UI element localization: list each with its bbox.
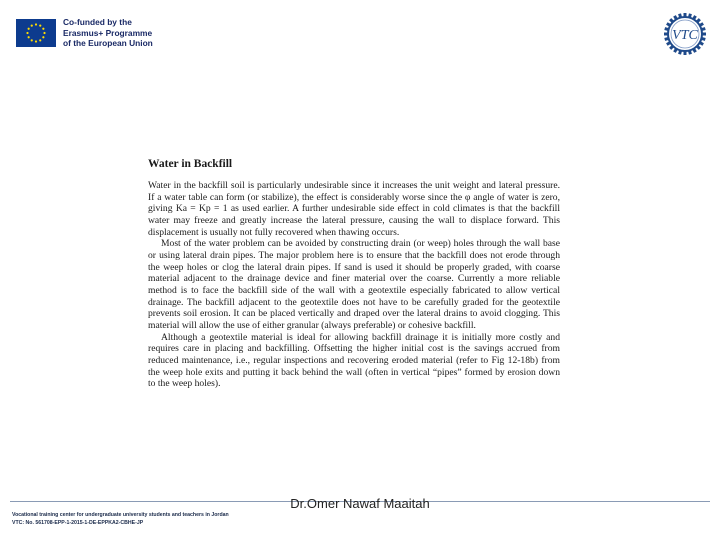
eu-star — [26, 32, 28, 34]
eu-star — [28, 36, 30, 38]
eu-funding-label — [63, 17, 153, 49]
footer-line-1: Vocational training center for undergraduate university students and teachers in Jordan — [12, 512, 229, 518]
eu-star — [31, 39, 33, 41]
eu-stars-icon — [16, 19, 56, 47]
document-excerpt — [148, 158, 560, 390]
eu-line-2: Erasmus+ Programme — [63, 27, 153, 38]
eu-star — [35, 40, 37, 42]
eu-star — [42, 28, 44, 30]
eu-line-1: Co-funded by the — [63, 17, 132, 27]
eu-star — [39, 25, 41, 27]
paragraph-2: Most of the water problem can be avoided by constructing drain (or weep) holes through the wall base or using lateral drain pipes. The major problem here is to ensure that the backfill does not erode through the weep holes or clog the lateral drain pipes. If sand is used it should be properly graded, with coarse material adjacent to the drainage device and finer material over the coarse. Currently a more reliable method is to face the backfill side of the wall with a geotextile especially fabricated to allow vertical drainage. The backfill adjacent to the geotextile does not have to be carefully graded for the geotextile prevents soil erosion. It can be placed vertically and draped over the lateral drains to avoid clogging. This material will allow the use of either granular (always preferable) or cohesive backfill. — [148, 238, 560, 331]
eu-flag-logo — [16, 19, 56, 47]
eu-star — [35, 23, 37, 25]
eu-star — [31, 25, 33, 27]
eu-star — [43, 32, 45, 34]
vtc-logo-text: VTC — [672, 28, 698, 43]
eu-star — [28, 28, 30, 30]
vtc-logo — [658, 11, 712, 57]
footer-line-2: VTC: No. 561708-EPP-1-2015-1-DE-EPPKA2-CBHE-JP — [12, 519, 144, 526]
paragraph-1: Water in the backfill soil is particularly undesirable since it increases the unit weight and lateral pressure. If a water table can form (or stabilize), the effect is considerably worse since the φ angle of water is zero, giving Ka = Kp = 1 as used earlier. A further undesirable side effect in cold climates is that the backfill water may freeze and greatly increase the lateral pressure, causing the wall to displace forward. This displacement is usually not fully recovered when thawing occurs. — [148, 180, 560, 238]
author-name: Dr.Omer Nawaf Maaitah — [290, 496, 430, 511]
eu-star — [42, 36, 44, 38]
eu-line-3: of the European Union — [63, 38, 153, 48]
footer-project-info — [12, 512, 229, 527]
section-title: Water in Backfill — [148, 158, 233, 170]
paragraph-3: Although a geotextile material is ideal for allowing backfill drainage it is initially more costly and requires care in placing and backfilling. Offsetting the higher initial cost is the savings accrued from reduced maintenance, i.e., regular inspections and recovering eroded material (refer to Fig 12-18b) from the weep hole exits and putting it back behind the wall (often in vertical “pipes” formed by erosion down to the weep holes). — [148, 331, 560, 390]
eu-star — [39, 39, 41, 41]
